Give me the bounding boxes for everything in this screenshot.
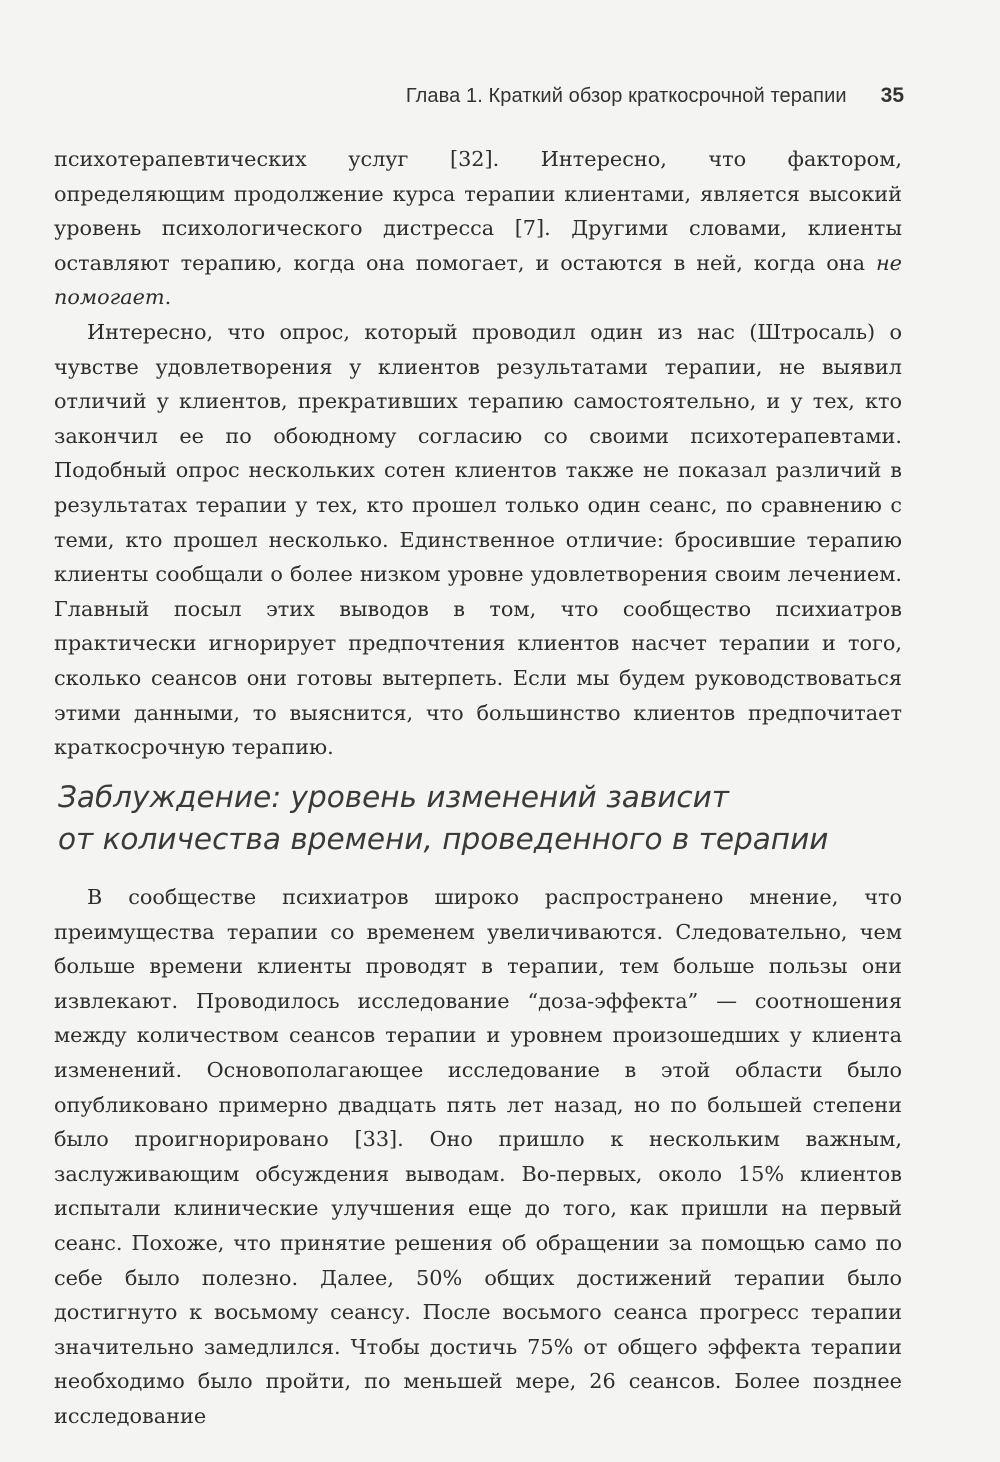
chapter-title: Глава 1. Краткий обзор краткосрочной терапии [405, 85, 847, 107]
paragraph-1 [54, 142, 902, 315]
paragraph-1-text: психотерапевтических услуг [32]. Интересно, что фактором, определяющим продолжение курса терапии клиентами, является высокий уровень психологического дистресса [7]. Другими словами, клиенты оставляют терапию, когда она помогает, и остаются в ней, когда она [54, 147, 902, 275]
running-head [0, 84, 904, 108]
section-heading [58, 776, 918, 860]
paragraph-1-end: . [164, 285, 172, 310]
paragraph-1-emphasis: не помогает [54, 250, 902, 310]
section-heading-line-1: Заблуждение: уровень изменений зависит [58, 780, 729, 814]
paragraph-3 [54, 880, 902, 1434]
paragraph-3-text: В сообществе психиатров широко распространено мнение, что преимущества терапии со временем увеличиваются. Следовательно, чем больше времени клиенты проводят в терапии, тем больше пользы они извлекают. Проводилось исследование “доза-эффекта” — соотношения между количеством сеансов терапии и уровнем произошедших у клиента изменений. Основополагающее исследование в этой области было опубликовано примерно двадцать пять лет назад, но по большей степени было проигнорировано [33]. Оно пришло к нескольким важным, заслуживающим обсуждения выводам. Во-первых, около 15% клиентов испытали клинические улучшения еще до того, как пришли на первый сеанс. Похоже, что принятие решения об обращении за помощью само по себе было полезно. Далее, 50% общих достижений терапии было достигнуто к восьмому сеансу. После восьмого сеанса прогресс терапии значительно замедлился. Чтобы достичь 75% от общего эффекта терапии необходимо было пройти, по меньшей мере, 26 сеансов. Более позднее исследование [54, 885, 902, 1428]
paragraph-2 [54, 315, 902, 765]
paragraph-2-text: Интересно, что опрос, который проводил один из нас (Штросаль) о чувстве удовлетворения у клиентов результатами терапии, не выявил отличий у клиентов, прекративших терапию самостоятельно, и у тех, кто закончил ее по обоюдному согласию со своими психотерапевтами. Подобный опрос нескольких сотен клиентов также не показал различий в результатах терапии у тех, кто прошел только один сеанс, по сравнению с теми, кто прошел несколько. Единственное отличие: бросившие терапию клиенты сообщали о более низком уровне удовлетворения своим лечением. Главный посыл этих выводов в том, что сообщество психиатров практически игнорирует предпочтения клиентов насчет терапии и того, сколько сеансов они готовы вытерпеть. Если мы будем руководствоваться этими данными, то выяснится, что большинство клиентов предпочитает краткосрочную терапию. [54, 320, 902, 760]
page-number: 35 [880, 84, 904, 107]
section-heading-line-2: от количества времени, проведенного в терапии [58, 822, 829, 856]
